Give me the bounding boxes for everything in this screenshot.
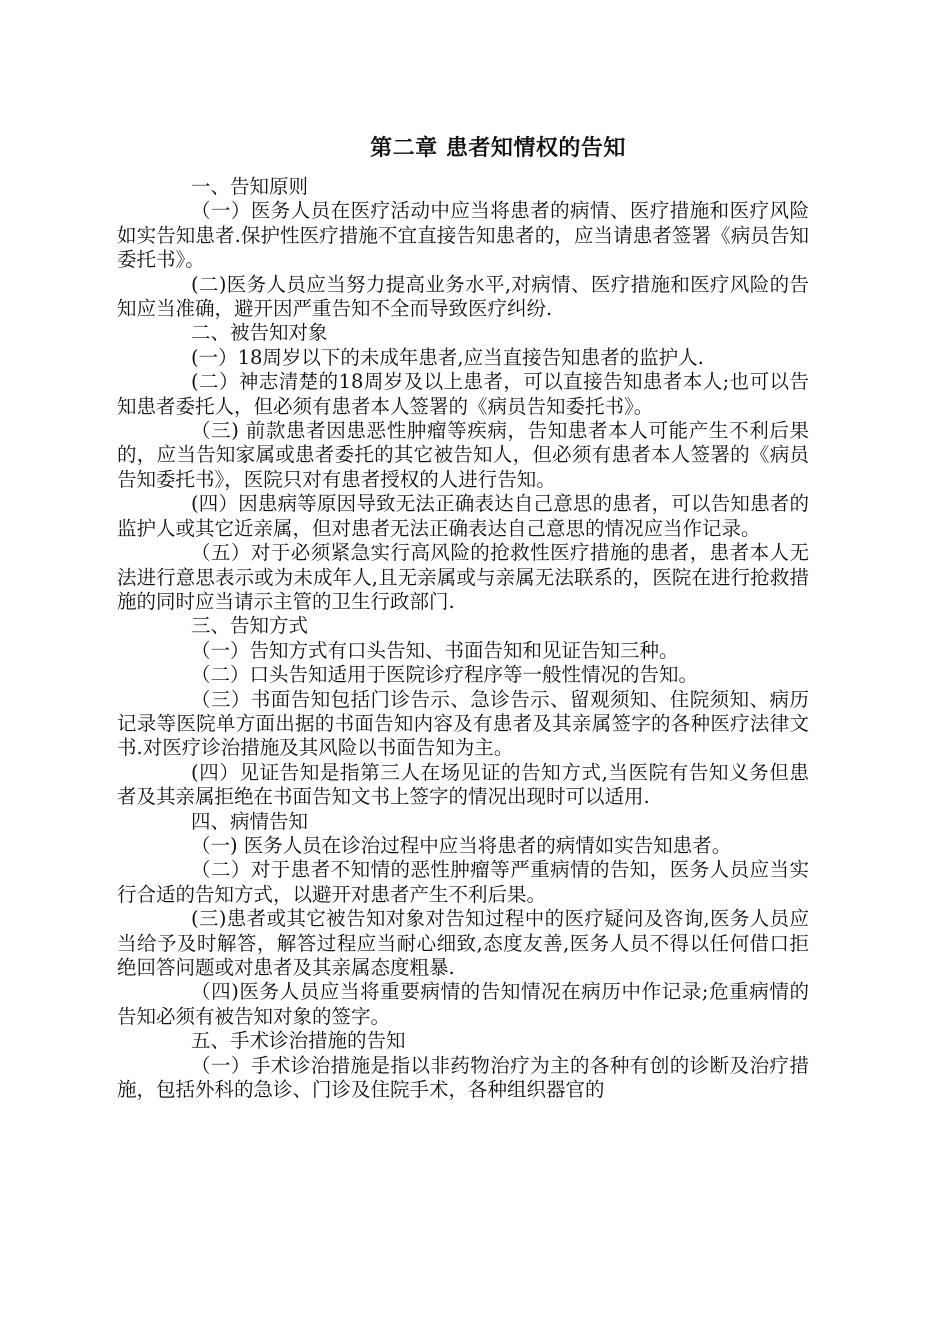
section-heading-notification-principles: 一、告知原则 [191,175,309,198]
paragraph: （一）医务人员在医疗活动中应当将患者的病情、医疗措施和医疗风险如实告知患者.保护性医疗措施不宜直接告知患者的，应当请患者签署《病员告知委托书》。 [117,199,809,272]
paragraph: （五）对于必须紧急实行高风险的抢救性医疗措施的患者，患者本人无法进行意思表示或为未成年人,且无亲属或与亲属无法联系的，医院在进行抢救措施的同时应当请示主管的卫生行政部门. [117,541,809,613]
paragraph: （一) 医务人员在诊治过程中应当将患者的病情如实告知患者。 [191,833,732,857]
paragraph: (二）神志清楚的18周岁及以上患者，可以直接告知患者本人;也可以告知患者委托人，但必须有患者本人签署的《病员告知委托书》。 [117,370,809,418]
section-heading-condition-notification: 四、病情告知 [191,809,309,833]
paragraph: (四）见证告知是指第三人在场见证的告知方式,当医院有告知义务但患者及其亲属拒绝在书面告知文书上签字的情况出现时可以适用. [117,760,809,809]
document-body [117,134,809,1102]
paragraph: （四)医务人员应当将重要病情的告知情况在病历中作记录;危重病情的告知必须有被告知对象的签字。 [117,980,809,1028]
section-heading-notification-methods: 三、告知方式 [191,614,309,638]
paragraph: (二)医务人员应当努力提高业务水平,对病情、医疗措施和医疗风险的告知应当准确，避开因严重告知不全而导致医疗纠纷. [117,272,809,321]
paragraph: （二）对于患者不知情的恶性肿瘤等严重病情的告知，医务人员应当实行合适的告知方式，以避开对患者产生不利后果。 [117,858,809,906]
paragraph: （一）告知方式有口头告知、书面告知和见证告知三种。 [191,638,679,662]
section-heading-surgical-measures: 五、手术诊治措施的告知 [191,1029,406,1053]
paragraph: (三)患者或其它被告知对象对告知过程中的医疗疑问及咨询,医务人员应当给予及时解答，解答过程应当耐心细致,态度友善,医务人员不得以任何借口拒绝回答问题或对患者及其亲属态度粗暴. [117,907,809,979]
paragraph: （二）口头告知适用于医院诊疗程序等一般性情况的告知。 [191,663,699,687]
paragraph: (一）18周岁以下的未成年患者,应当直接告知患者的监护人. [191,345,704,369]
paragraph: （三）书面告知包括门诊告示、急诊告示、留观须知、住院须知、病历记录等医院单方面出据的书面告知内容及有患者及其亲属签字的各种医疗法律文书.对医疗诊治措施及其风险以书面告知为主。 [117,687,809,760]
chapter-title: 第二章 患者知情权的告知 [370,135,626,161]
paragraph: （一）手术诊治措施是指以非药物治疗为主的各种有创的诊断及治疗措施，包括外科的急诊、门诊及住院手术，各种组织器官的 [117,1053,809,1102]
paragraph: （三) 前款患者因患恶性肿瘤等疾病，告知患者本人可能产生不利后果的，应当告知家属或患者委托的其它被告知人，但必须有患者本人签署的《病员告知委托书》，医院只对有患者授权的人进行告知。 [117,419,809,491]
paragraph: (四）因患病等原因导致无法正确表达自己意思的患者，可以告知患者的监护人或其它近亲属，但对患者无法正确表达自己意思的情况应当作记录。 [117,492,809,540]
section-heading-notified-parties: 二、被告知对象 [191,321,328,345]
